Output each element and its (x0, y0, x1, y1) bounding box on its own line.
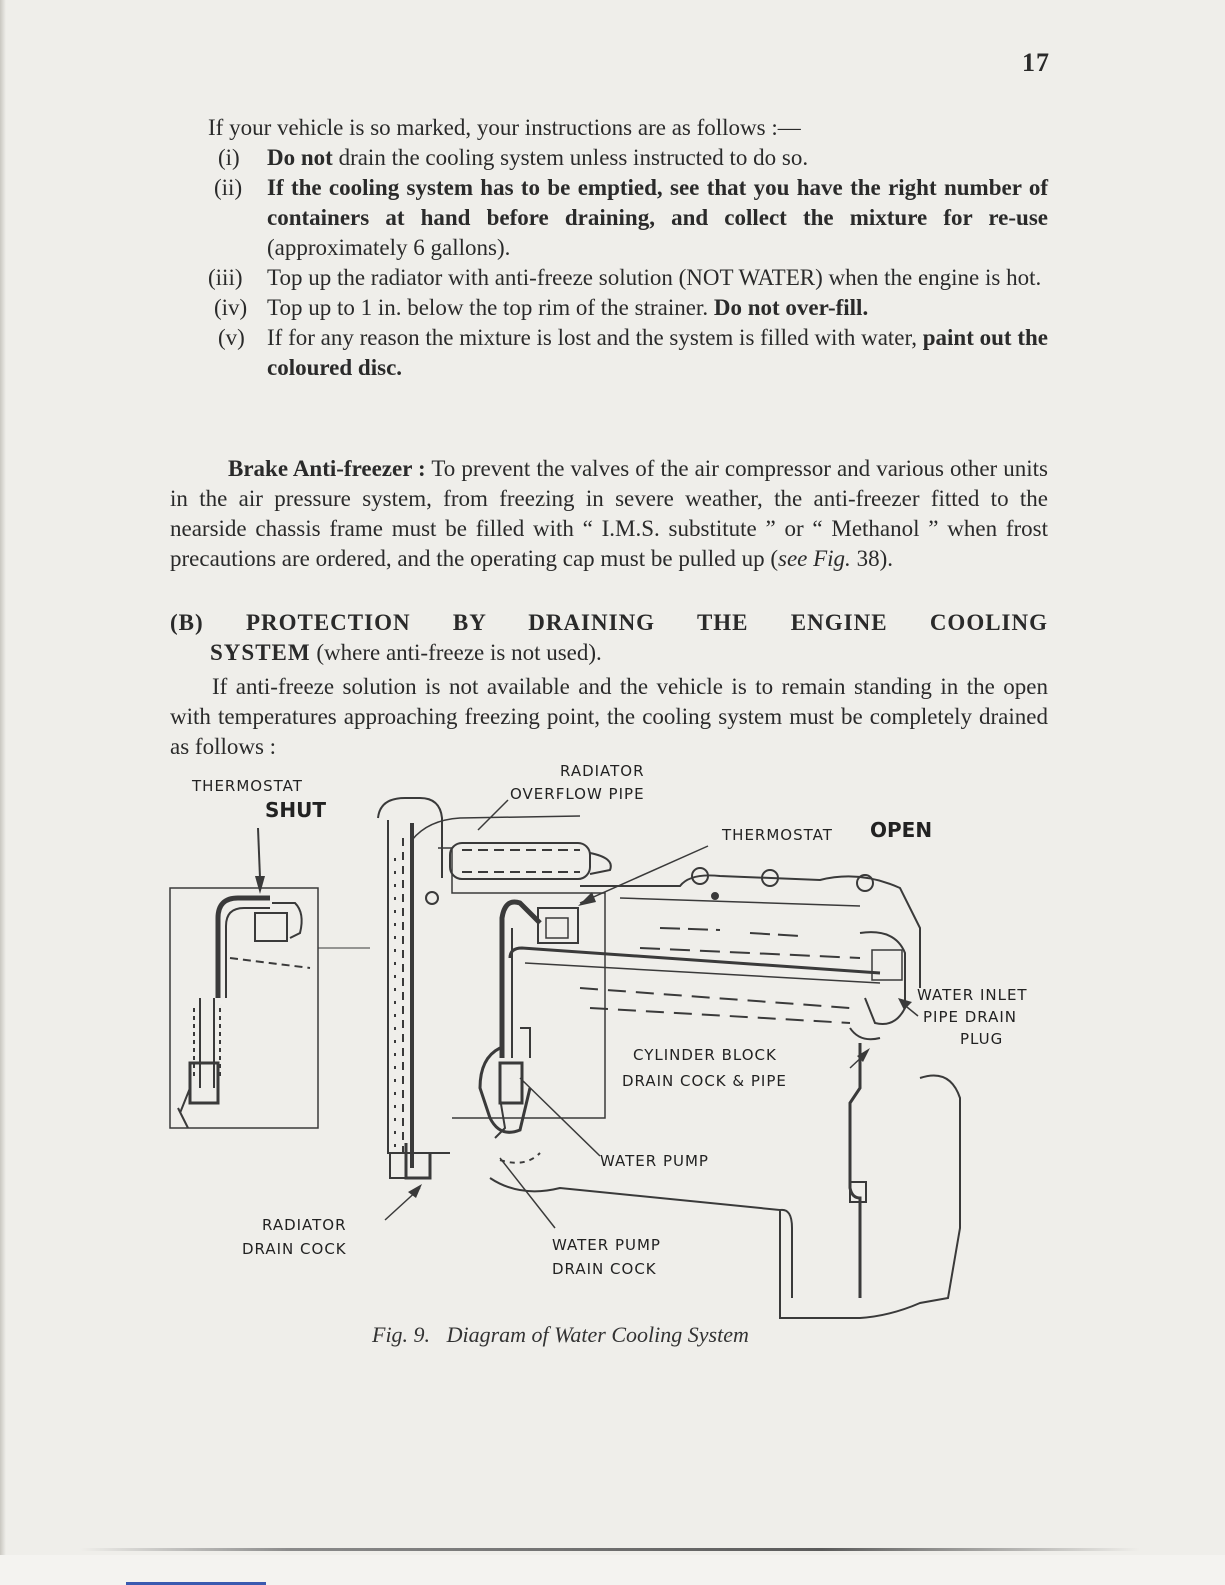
section-b (170, 608, 1048, 668)
brake-text: To prevent the valves of the air compressor and various other units in the air pressure system, from freezing in severe weather, the anti-freezer fitted to the nearside chassis frame must be filled with “ I.M.S. substitute ” or “ Methanol ” when frost precautions are ordered, and the operating cap must be pulled up ( (170, 456, 1048, 571)
label-shut: SHUT (265, 798, 327, 822)
instruction-bold-text: paint out the coloured disc. (267, 325, 1048, 380)
instruction-number: (iii) (208, 265, 243, 290)
figure-reference-number: 38). (850, 546, 893, 571)
label-thermostat-open: THERMOSTAT (722, 826, 833, 844)
instruction-number: (v) (218, 325, 245, 350)
instruction-item (170, 293, 1048, 323)
instruction-number: (ii) (214, 175, 243, 200)
brake-heading: Brake Anti-freezer : (228, 456, 426, 481)
label-pipe-drain: PIPE DRAIN (923, 1008, 1018, 1026)
caption-text: Diagram of Water Cooling System (446, 1322, 749, 1347)
caption-figure-number: Fig. 9. (372, 1322, 431, 1347)
section-heading: (B) PROTECTION BY DRAINING THE ENGINE COOLING SYSTEM (170, 610, 1048, 665)
label-plug: PLUG (960, 1030, 1004, 1048)
instruction-text: Top up to 1 in. below the top rim of the strainer. (267, 295, 714, 320)
section-subheading: (where anti-freeze is not used). (310, 640, 602, 665)
label-drain-cock: DRAIN COCK (242, 1240, 347, 1258)
label-water-pump-drain-cock: DRAIN COCK (552, 1260, 657, 1278)
instruction-text: (approximately 6 gallons). (267, 235, 511, 260)
brake-paragraph (170, 454, 1048, 574)
instruction-bold-text: Do not over-fill. (713, 295, 869, 320)
label-thermostat: THERMOSTAT (192, 777, 303, 795)
drain-paragraph (170, 672, 1048, 762)
instruction-item (170, 173, 1048, 263)
instruction-number: (i) (218, 145, 240, 170)
instruction-text: Top up the radiator with anti-freeze solution (NOT WATER) when the engine is hot. (267, 265, 1042, 290)
instruction-number: (iv) (214, 295, 248, 320)
instruction-bold-text: If the cooling system has to be emptied, see that you have the right number of containers at hand before draining, and collect the mixture for re-use (267, 175, 1048, 230)
label-radiator: RADIATOR (560, 762, 645, 780)
label-cylinder-block: CYLINDER BLOCK (633, 1046, 777, 1064)
page-bottom-shadow (80, 1548, 1140, 1551)
instruction-item (170, 143, 1048, 173)
label-water-pump: WATER PUMP (600, 1152, 709, 1170)
viewer-bottom-strip (0, 1555, 1225, 1585)
label-overflow-pipe: OVERFLOW PIPE (510, 785, 645, 803)
label-open: OPEN (870, 818, 933, 842)
label-water-inlet: WATER INLET (917, 986, 1028, 1004)
label-drain-cock-pipe: DRAIN COCK & PIPE (622, 1072, 787, 1090)
page-number: 17 (1022, 48, 1050, 77)
drain-text: If anti-freeze solution is not available and the vehicle is to remain standing in the open with temperatures approaching freezing point, the cooling system must be completely drained as follows : (170, 674, 1048, 759)
label-water-pump-drain: WATER PUMP (552, 1236, 661, 1254)
instruction-text: drain the cooling system unless instructed to do so. (332, 145, 809, 170)
page-binding-edge (0, 0, 6, 1585)
cooling-system-diagram (160, 758, 1060, 1326)
figure-reference: see Fig. (778, 546, 851, 571)
intro-line: If your vehicle is so marked, your instructions are as follows :— (208, 115, 801, 140)
instruction-bold-text: Do not (267, 145, 333, 170)
instruction-item (170, 323, 1048, 383)
instruction-item (170, 263, 1048, 293)
instruction-text: If for any reason the mixture is lost and the system is filled with water, (267, 325, 923, 350)
label-radiator-drain: RADIATOR (262, 1216, 347, 1234)
figure-caption (372, 1322, 749, 1348)
instructions-block (170, 113, 1048, 383)
